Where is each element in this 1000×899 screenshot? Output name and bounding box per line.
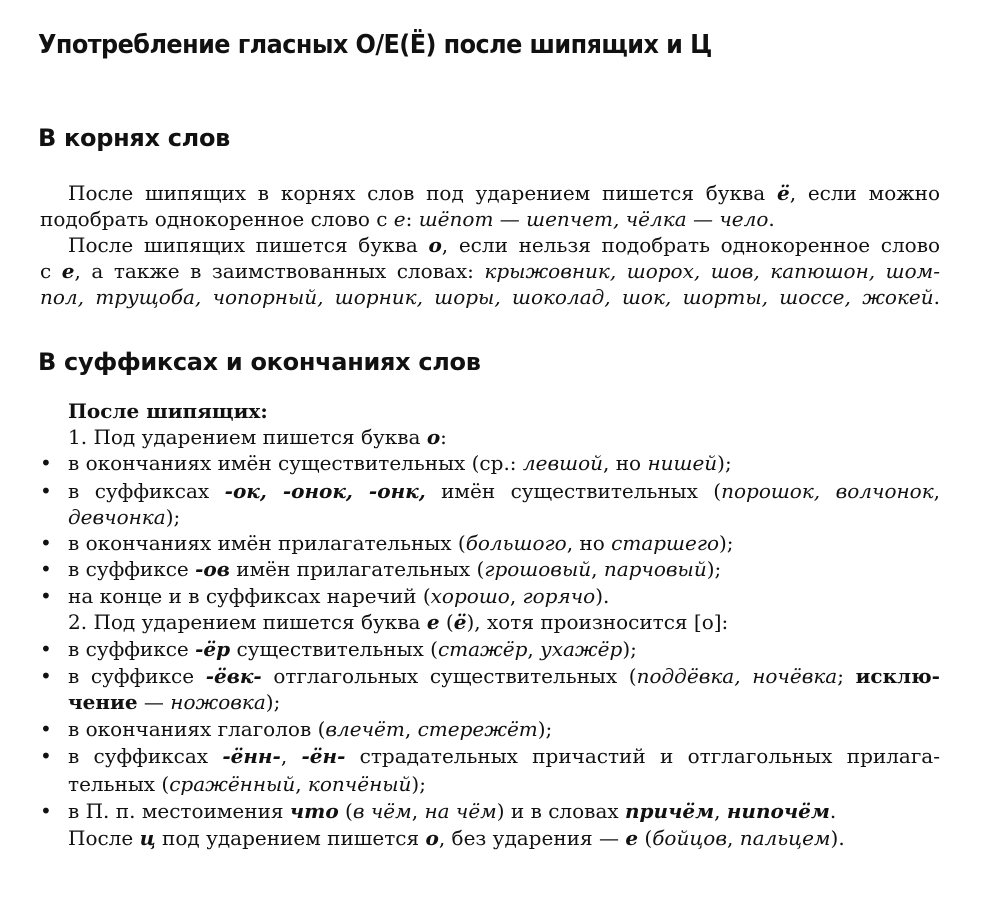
text-run: , bbox=[509, 584, 523, 608]
text-run: -ок, -онок, -онк, bbox=[224, 479, 426, 503]
text-run: , без ударения — bbox=[438, 826, 626, 850]
bullet-marker: • bbox=[40, 451, 52, 475]
line-text bbox=[68, 451, 732, 475]
line-text bbox=[40, 207, 775, 231]
text-run: , но bbox=[566, 531, 612, 555]
text-run: ), хотя произносится [о]: bbox=[466, 610, 729, 634]
text-run: исклю- bbox=[855, 664, 940, 688]
text-run: ц bbox=[139, 826, 156, 850]
text-run: имён прилагательных ( bbox=[229, 557, 485, 581]
text-run: . bbox=[829, 799, 837, 823]
section2-line-6 bbox=[40, 556, 940, 582]
text-run: ); bbox=[717, 451, 732, 475]
section-heading-roots: В корнях слов bbox=[38, 124, 231, 152]
text-run: о bbox=[428, 233, 442, 257]
text-run: , но bbox=[602, 451, 648, 475]
section1-line-3 bbox=[40, 258, 940, 284]
text-run: горячо bbox=[522, 584, 596, 608]
text-run: тельных ( bbox=[68, 772, 170, 796]
text-run: ); bbox=[537, 717, 553, 741]
line-text bbox=[68, 610, 728, 634]
text-run: ); bbox=[411, 772, 426, 796]
text-run: е bbox=[393, 207, 406, 231]
line-text bbox=[68, 399, 268, 423]
text-run: в суффиксах bbox=[68, 479, 225, 503]
text-run: ё bbox=[453, 610, 467, 634]
line-text bbox=[68, 233, 940, 257]
text-run: о bbox=[425, 826, 439, 850]
text-run: е bbox=[61, 259, 75, 283]
bullet-marker: • bbox=[40, 557, 52, 581]
section2-line-2 bbox=[40, 450, 940, 476]
text-run: о bbox=[426, 425, 441, 449]
text-run: шёпот — шепчет, чёлка — чело bbox=[418, 207, 769, 231]
line-text bbox=[68, 584, 609, 608]
text-run: в суффиксах bbox=[68, 744, 223, 768]
text-run: , если нельзя подобрать однокоренное слово bbox=[441, 233, 940, 257]
text-run: ). bbox=[595, 584, 610, 608]
text-run: страдательных причастий и отглагольных прилага- bbox=[345, 744, 940, 768]
text-run: ; bbox=[837, 664, 856, 688]
text-run: ) и в словах bbox=[496, 799, 625, 823]
section-heading-suffixes: В суффиксах и окончаниях слов bbox=[38, 348, 481, 376]
text-run: нишей bbox=[647, 451, 718, 475]
section2-line-12 bbox=[40, 716, 940, 742]
text-run: ножовка bbox=[170, 690, 266, 714]
text-run: поддёвка, ночёвка bbox=[636, 664, 838, 688]
section2-line-9 bbox=[40, 636, 940, 662]
bullet-marker: • bbox=[40, 531, 52, 555]
section2-line-10 bbox=[40, 663, 940, 689]
bullet-marker: • bbox=[40, 717, 52, 741]
line-text bbox=[68, 531, 734, 555]
section2-line-4 bbox=[40, 504, 940, 530]
text-run: в П. п. местоимения bbox=[68, 799, 290, 823]
line-text bbox=[68, 505, 180, 529]
text-run: ( bbox=[439, 610, 454, 634]
line-text bbox=[40, 285, 940, 309]
line-text bbox=[68, 717, 552, 741]
text-run: е bbox=[426, 610, 440, 634]
text-run: , если можно bbox=[789, 181, 941, 205]
line-text bbox=[68, 744, 940, 768]
text-run: После шипящих: bbox=[68, 399, 268, 423]
line-text bbox=[68, 772, 426, 796]
bullet-marker: • bbox=[40, 799, 52, 823]
text-run: ); bbox=[706, 557, 722, 581]
text-run: в окончаниях имён существительных (ср.: bbox=[68, 451, 523, 475]
text-run: -ов bbox=[195, 557, 230, 581]
text-run: ( bbox=[638, 826, 653, 850]
section2-line-1 bbox=[40, 424, 940, 450]
text-run: с bbox=[40, 259, 62, 283]
section2-line-15 bbox=[40, 798, 940, 824]
text-run: 2. Под ударением пишется буква bbox=[68, 610, 427, 634]
bullet-marker: • bbox=[40, 744, 52, 768]
text-run: чение bbox=[68, 690, 138, 714]
text-run: ); bbox=[265, 690, 281, 714]
text-run: После шипящих в корнях слов под ударением пишется буква bbox=[68, 181, 777, 205]
text-run: пол, трущоба, чопорный, шорник, шоры, шоколад, шок, шорты, шоссе, жокей bbox=[40, 285, 934, 309]
text-run: бойцов bbox=[652, 826, 727, 850]
text-run: порошок, волчонок bbox=[721, 479, 934, 503]
page-title: Употребление гласных О/Е(Ё) после шипящих и Ц bbox=[38, 30, 712, 60]
text-run: в суффиксе bbox=[68, 664, 206, 688]
line-text bbox=[68, 425, 447, 449]
text-run: крыжовник, шорох, шов, капюшон, шом- bbox=[484, 259, 940, 283]
section1-line-4 bbox=[40, 284, 940, 310]
text-run: ё bbox=[776, 181, 790, 205]
section2-line-11 bbox=[40, 689, 940, 715]
text-run: После шипящих пишется буква bbox=[68, 233, 429, 257]
text-run: 1. Под ударением пишется буква bbox=[68, 425, 427, 449]
text-run: : bbox=[440, 425, 447, 449]
text-run: , bbox=[714, 799, 727, 823]
text-run: ); bbox=[165, 505, 181, 529]
text-run: , а также в заимствованных словах: bbox=[74, 259, 485, 283]
text-run: отглагольных существительных ( bbox=[261, 664, 637, 688]
text-run: -ён- bbox=[301, 744, 346, 768]
text-run: стережёт bbox=[417, 717, 538, 741]
section2-line-5 bbox=[40, 530, 940, 556]
section2-line-14 bbox=[40, 771, 940, 797]
line-text bbox=[68, 479, 940, 503]
section2-line-13 bbox=[40, 743, 940, 769]
text-run: старшего bbox=[611, 531, 719, 555]
text-run: большого bbox=[465, 531, 567, 555]
line-text bbox=[68, 181, 940, 205]
text-run: -ёр bbox=[195, 637, 231, 661]
text-run: причём bbox=[625, 799, 715, 823]
bullet-marker: • bbox=[40, 479, 52, 503]
text-run: девчонка bbox=[68, 505, 166, 529]
text-run: хорошо bbox=[430, 584, 510, 608]
text-run: , bbox=[411, 799, 425, 823]
text-run: , bbox=[280, 744, 302, 768]
text-run: . bbox=[933, 285, 940, 309]
text-run: в окончаниях глаголов ( bbox=[68, 717, 326, 741]
text-run: , bbox=[527, 637, 541, 661]
text-run: сражённый bbox=[169, 772, 296, 796]
text-run: левшой bbox=[522, 451, 603, 475]
text-run: , bbox=[404, 717, 418, 741]
text-run: — bbox=[137, 690, 171, 714]
section2-line-3 bbox=[40, 478, 940, 504]
line-text bbox=[68, 690, 280, 714]
text-run: -ёвк- bbox=[205, 664, 262, 688]
line-text bbox=[68, 664, 940, 688]
text-run: существительных ( bbox=[230, 637, 438, 661]
text-run: е bbox=[625, 826, 639, 850]
text-run: в чём bbox=[352, 799, 412, 823]
text-run: ); bbox=[622, 637, 637, 661]
text-run: , bbox=[591, 557, 604, 581]
text-run: ( bbox=[338, 799, 353, 823]
text-run: ); bbox=[718, 531, 734, 555]
section2-line-0 bbox=[40, 398, 940, 424]
section2-line-7 bbox=[40, 583, 940, 609]
section1-line-1 bbox=[40, 206, 940, 232]
text-run: на чём bbox=[424, 799, 497, 823]
text-run: нипочём bbox=[726, 799, 830, 823]
text-run: что bbox=[289, 799, 339, 823]
text-run: , bbox=[726, 826, 740, 850]
text-run: стажёр bbox=[437, 637, 528, 661]
text-run: имён существительных ( bbox=[425, 479, 722, 503]
text-run: : bbox=[405, 207, 419, 231]
text-run: в суффиксе bbox=[68, 637, 196, 661]
text-run: парчовый bbox=[603, 557, 707, 581]
text-run: под ударением пишется bbox=[155, 826, 426, 850]
bullet-marker: • bbox=[40, 664, 52, 688]
section1-line-2 bbox=[40, 232, 940, 258]
line-text bbox=[68, 826, 845, 850]
text-run: ). bbox=[830, 826, 845, 850]
text-run: ухажёр bbox=[540, 637, 623, 661]
text-run: грошовый bbox=[484, 557, 592, 581]
section2-line-8 bbox=[40, 609, 940, 635]
text-run: -ённ- bbox=[222, 744, 281, 768]
text-run: пальцем bbox=[739, 826, 831, 850]
line-text bbox=[68, 557, 721, 581]
section2-line-16 bbox=[40, 825, 940, 851]
text-run: на конце и в суффиксах наречий ( bbox=[68, 584, 431, 608]
text-run: , bbox=[933, 479, 940, 503]
text-run: . bbox=[768, 207, 775, 231]
text-run: , bbox=[295, 772, 308, 796]
line-text bbox=[40, 259, 940, 283]
text-run: в окончаниях имён прилагательных ( bbox=[68, 531, 466, 555]
bullet-marker: • bbox=[40, 584, 52, 608]
text-run: После bbox=[68, 826, 140, 850]
text-run: копчёный bbox=[307, 772, 412, 796]
section1-line-0 bbox=[40, 180, 940, 206]
text-run: в суффиксе bbox=[68, 557, 196, 581]
line-text bbox=[68, 637, 637, 661]
text-run: подобрать однокоренное слово с bbox=[40, 207, 394, 231]
line-text bbox=[68, 799, 836, 823]
text-run: влечёт bbox=[325, 717, 405, 741]
bullet-marker: • bbox=[40, 637, 52, 661]
